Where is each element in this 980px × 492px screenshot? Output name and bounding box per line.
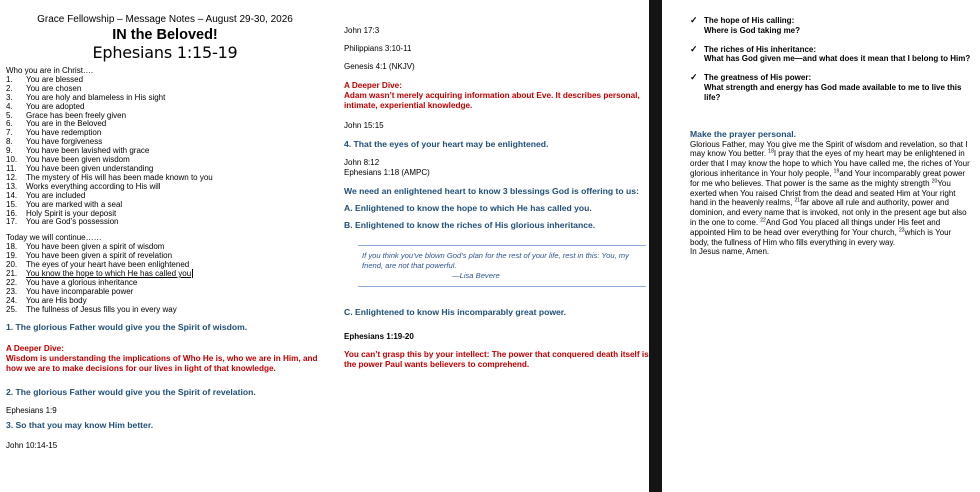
deeper-dive-label: A Deeper Dive: xyxy=(344,81,402,90)
list-item: 5. Grace has been freely given xyxy=(6,110,127,120)
point-2-heading: 2. The glorious Father would give you the Spirit of revelation. xyxy=(6,387,256,398)
page-title: IN the Beloved! xyxy=(112,27,218,43)
list-item: 23. You have incomparable power xyxy=(6,286,134,296)
list-item-editing[interactable]: 21. You know the hope to which He has called you xyxy=(6,268,192,278)
list-item: 16. Holy Spirit is your deposit xyxy=(6,208,117,218)
quote-author: —Lisa Bevere xyxy=(452,271,500,280)
list-item: 18. You have been given a spirit of wisdom xyxy=(6,242,165,252)
continue-list xyxy=(6,243,324,314)
who-intro: Who you are in Christ…. xyxy=(6,66,94,75)
list-item: 10. You have been given wisdom xyxy=(6,155,130,165)
list-item: 13. Works everything according to His will xyxy=(6,181,161,191)
notes-column-left xyxy=(0,0,330,492)
list-item: 8. You have forgiveness xyxy=(6,137,103,147)
point-3-heading: 3. So that you may know Him better. xyxy=(6,420,154,431)
prayer-close: In Jesus name, Amen. xyxy=(690,247,770,257)
blessing-c: C. Enlightened to know His incomparably great power. xyxy=(344,307,567,317)
scripture-ref: John 15:15 xyxy=(344,121,384,130)
check-icon: ✓ xyxy=(690,72,698,83)
point-4-heading: 4. That the eyes of your heart may be enlightened. xyxy=(344,139,549,149)
list-item: 1. You are blessed xyxy=(6,74,84,84)
deeper-dive-label: A Deeper Dive: xyxy=(6,344,64,354)
checklist-item: ✓ The greatness of His power: What strength and energy has God made available to me to live this life? xyxy=(690,72,962,102)
list-item: 6. You are in the Beloved xyxy=(6,119,107,129)
list-item: 25. The fullness of Jesus fills you in every way xyxy=(6,304,177,314)
scripture-ref: Ephesians 1:19-20 xyxy=(344,332,414,341)
who-list xyxy=(6,76,324,227)
scripture-ref: Ephesians 1:9 xyxy=(6,406,57,416)
scripture-ref: Ephesians 1:18 (AMPC) xyxy=(344,168,430,177)
list-item: 22. You have a glorious inheritance xyxy=(6,277,138,287)
list-item: 9. You have been lavished with grace xyxy=(6,146,150,156)
three-blessings-intro: We need an enlightened heart to know 3 blessings God is offering to us: xyxy=(344,186,639,196)
notes-column-right xyxy=(662,0,980,492)
notes-column-middle xyxy=(330,0,660,492)
checklist-item: ✓ The hope of His calling: Where is God taking me? xyxy=(690,15,801,35)
list-item: 4. You are adopted xyxy=(6,101,85,111)
list-item: 15. You are marked with a seal xyxy=(6,199,123,209)
page-divider xyxy=(649,0,662,492)
check-icon: ✓ xyxy=(690,15,698,25)
deeper-dive-text: Adam wasn’t merely acquiring information about Eve. It describes personal, intimate, experiential knowledge. xyxy=(344,91,640,110)
prayer-text: Glorious Father, may You give me the Spirit of wisdom and revelation, so that I may know You better. $^{18}$I pray that the eyes of my heart may be enlightened in order that I may know the hope to which You have called me, the riches of Your glorious inheritance in Your holy people, $^{19}$and Your incomparably great power for me who believes. That power is the same as the mighty strength $^{20}$You exerted when You raised Christ from the dead and seated Him at Your right hand in the heavenly realms, $^{21}$far above all rule and authority, power and dominion, and every name that is invoked, not only in the present age but also in the one to come. $^{22}$And God You placed all things under His feet and appointed Him to be head over everything for Your church, $^{23}$which is Your body, the fullness of Him who fills everything in every way. xyxy=(690,139,970,247)
list-item: 20. The eyes of your heart have been enlightened xyxy=(6,260,190,270)
grasp-text: You can’t grasp this by your intellect: The power that conquered death itself is the power Paul wants believers to comprehend. xyxy=(344,350,649,369)
prayer-heading: Make the prayer personal. xyxy=(690,128,797,139)
scripture-ref: Philippians 3:10-11 xyxy=(344,44,412,53)
scripture-ref: John 10:14-15 xyxy=(6,441,58,451)
header-line: Grace Fellowship – Message Notes – August 29-30, 2026 xyxy=(37,14,293,25)
list-item: 3. You are holy and blameless in His sight xyxy=(6,92,166,102)
point-1-heading: 1. The glorious Father would give you the Spirit of wisdom. xyxy=(6,322,248,333)
blessing-b: B. Enlightened to know the riches of His glorious inheritance. xyxy=(344,220,596,230)
list-item: 11. You have been given understanding xyxy=(6,163,154,173)
scripture-ref: John 8:12 xyxy=(344,158,380,167)
list-item: 14. You are included xyxy=(6,190,86,200)
list-item: 19. You have been given a spirit of revelation xyxy=(6,251,173,261)
check-icon: ✓ xyxy=(690,43,698,54)
list-item: 2. You are chosen xyxy=(6,83,82,93)
blessing-a: A. Enlightened to know the hope to which He has called you. xyxy=(344,203,592,213)
checklist-item: ✓ The riches of His inheritance: What has God given me—and what does it mean that I belong to Him? xyxy=(690,43,971,64)
pull-quote xyxy=(358,245,646,287)
list-item: 24. You are His body xyxy=(6,295,87,305)
scripture-ref: Genesis 4:1 (NKJV) xyxy=(344,62,415,71)
list-item: 17. You are God’s possession xyxy=(6,217,119,227)
list-item: 7. You have redemption xyxy=(6,128,102,138)
continue-intro: Today we will continue…… xyxy=(6,233,102,243)
text-cursor xyxy=(192,269,193,278)
page-subtitle: Ephesians 1:15-19 xyxy=(92,43,238,62)
list-item: 12. The mystery of His will has been made known to you xyxy=(6,172,213,182)
deeper-dive-text: Wisdom is understanding the implications of Who He is, who we are in Him, and how we are to make decisions for our lives in light of that knowledge. xyxy=(6,354,318,374)
quote-text: If you think you’ve blown God’s plan for the rest of your life, rest in this: You, my friend, are not that powerful. xyxy=(362,251,629,270)
scripture-ref: John 17:3 xyxy=(344,26,380,35)
